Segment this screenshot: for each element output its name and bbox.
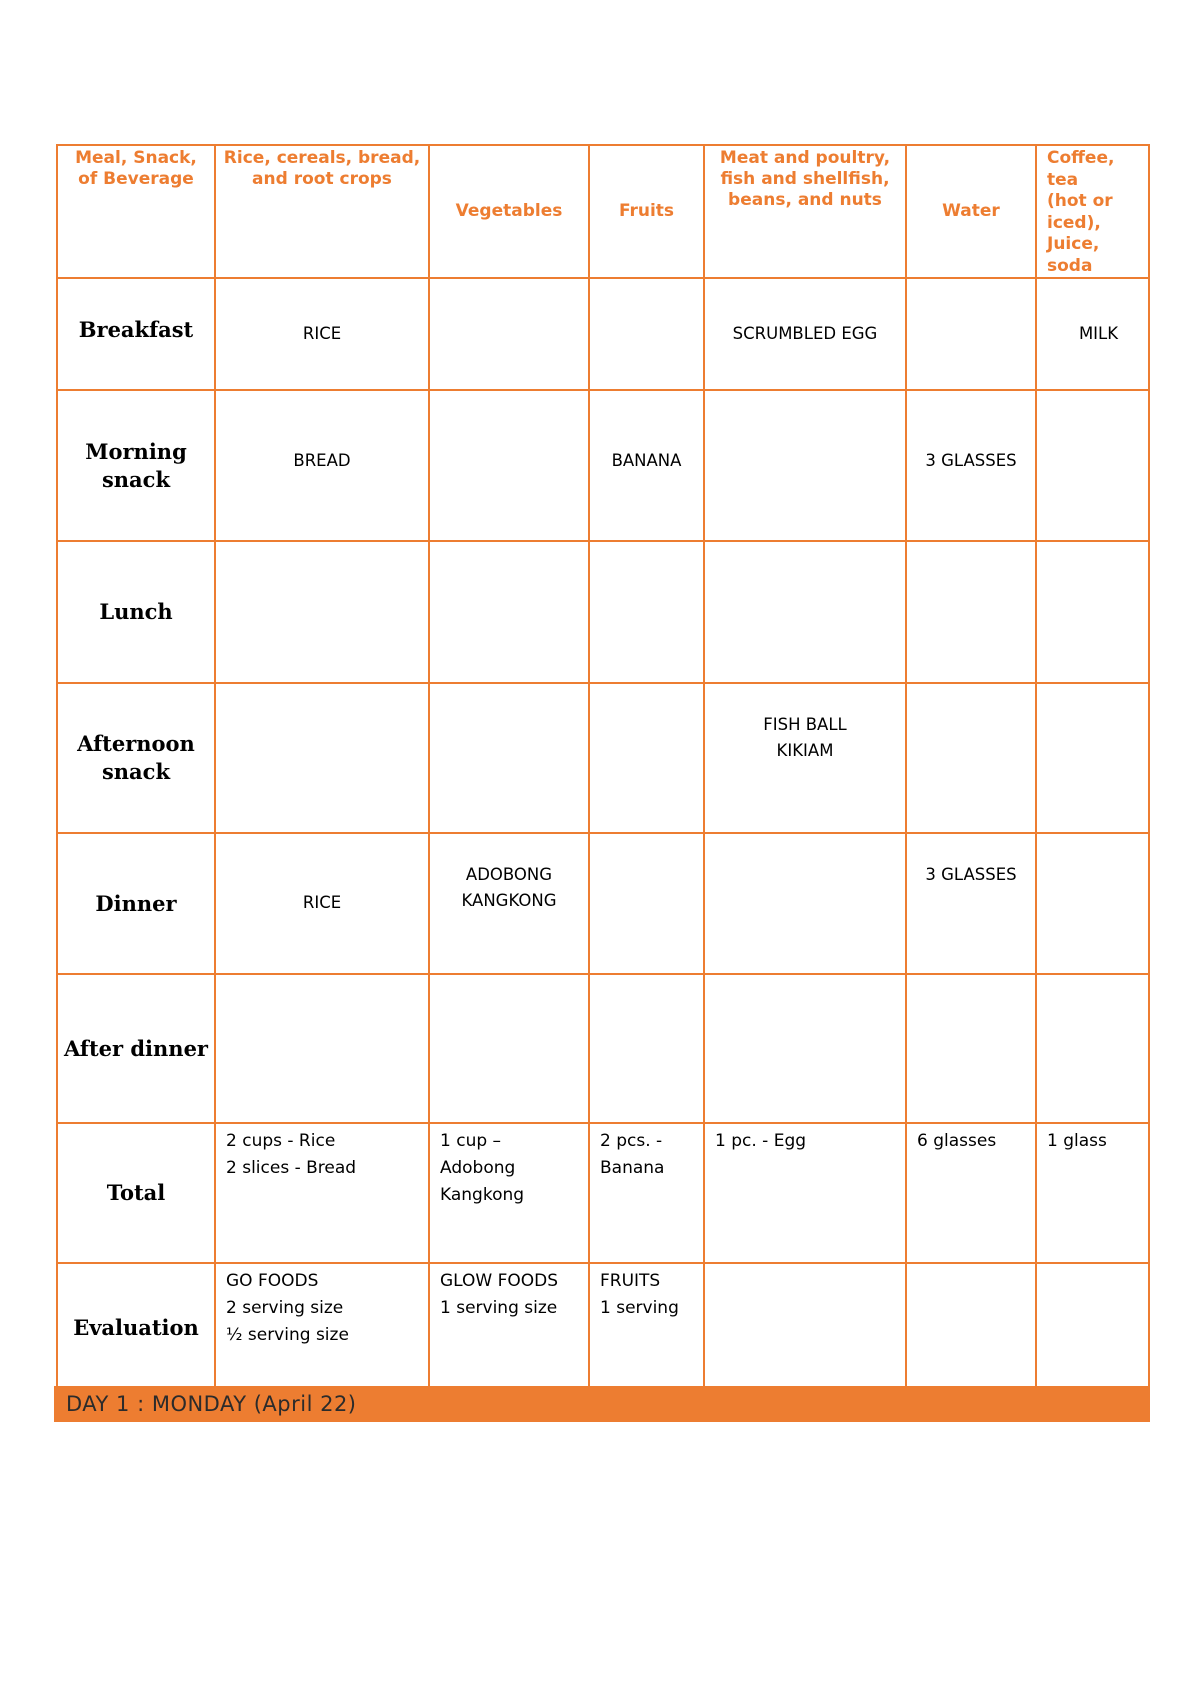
after-dinner-water-cell [906,974,1036,1123]
header-coffee [1036,145,1149,278]
afternoon-snack-fruits-cell [589,683,704,833]
row-lunch [57,541,1149,683]
cell-line: KIKIAM [776,741,834,760]
row-label-total: Total [57,1123,215,1263]
cell-line: 1 serving [600,1298,679,1318]
row-label-line: Morning [85,438,187,464]
cell-line: KANGKONG [461,891,557,910]
afternoon-snack-vegetables-cell [429,683,589,833]
header-rice [215,145,429,278]
after-dinner-coffee-cell [1036,974,1149,1123]
cell-line: 1 serving size [440,1298,558,1318]
afternoon-snack-coffee-cell [1036,683,1149,833]
dinner-water-cell: 3 GLASSES [906,833,1036,974]
header-fruits [589,145,704,278]
row-morning-snack [57,390,1149,541]
evaluation-vegetables-cell [429,1263,589,1393]
afternoon-snack-water-cell [906,683,1036,833]
dinner-fruits-cell [589,833,704,974]
header-meat-text: Meat and poultry, fish and shellfish, beans, and nuts [719,148,891,210]
header-vegetables [429,145,589,278]
morning-snack-meat-cell [704,390,906,541]
lunch-water-cell [906,541,1036,683]
after-dinner-rice-cell [215,974,429,1123]
row-label-afternoon-snack [57,683,215,833]
header-coffee-line: Coffee, [1047,148,1115,168]
cell-line: 1 glass [1047,1131,1107,1151]
breakfast-coffee-cell: MILK [1036,278,1149,390]
total-rice-cell [215,1123,429,1263]
total-meat-cell [704,1123,906,1263]
header-row [57,145,1149,278]
header-meal-text: Meal, Snack, of Beverage [75,148,197,189]
row-dinner [57,833,1149,974]
row-label-morning-snack [57,390,215,541]
dinner-coffee-cell [1036,833,1149,974]
header-coffee-line: tea [1047,169,1079,190]
row-breakfast [57,278,1149,390]
row-evaluation [57,1263,1149,1393]
cell-line: FRUITS [600,1271,661,1291]
day-banner-text: DAY 1 : MONDAY (April 22) [66,1392,357,1416]
header-coffee-line: Juice, [1047,234,1100,254]
after-dinner-fruits-cell [589,974,704,1123]
after-dinner-meat-cell [704,974,906,1123]
lunch-vegetables-cell [429,541,589,683]
afternoon-snack-meat-cell [704,683,906,833]
total-water-cell [906,1123,1036,1263]
row-label-lunch: Lunch [57,541,215,683]
cell-line: 1 pc. - Egg [715,1131,807,1151]
cell-line: 2 cups - Rice [226,1131,336,1151]
lunch-coffee-cell [1036,541,1149,683]
evaluation-meat-cell [704,1263,906,1393]
header-coffee-line: soda [1047,255,1093,276]
header-rice-text: Rice, cereals, bread, and root crops [223,148,421,189]
evaluation-fruits-cell [589,1263,704,1393]
morning-snack-rice-cell: BREAD [215,390,429,541]
header-water [906,145,1036,278]
breakfast-rice-cell: RICE [215,278,429,390]
row-label-line: snack [101,759,171,784]
row-total [57,1123,1149,1263]
row-label-line: snack [101,466,171,492]
cell-line: ½ serving size [226,1325,349,1345]
cell-line: 6 glasses [917,1131,997,1151]
header-fruits-text: Fruits [618,201,675,221]
evaluation-water-cell [906,1263,1036,1393]
food-log-table [56,144,1150,1394]
row-label-dinner: Dinner [57,833,215,974]
afternoon-snack-rice-cell [215,683,429,833]
dinner-rice-cell: RICE [215,833,429,974]
cell-line: GLOW FOODS [440,1271,559,1291]
lunch-rice-cell [215,541,429,683]
morning-snack-vegetables-cell [429,390,589,541]
row-label-line: Afternoon [77,731,195,756]
after-dinner-vegetables-cell [429,974,589,1123]
cell-line: GO FOODS [226,1271,319,1291]
breakfast-fruits-cell [589,278,704,390]
header-vegetables-text: Vegetables [455,201,563,221]
evaluation-rice-cell [215,1263,429,1393]
row-label-evaluation: Evaluation [57,1263,215,1393]
cell-line: ADOBONG [465,865,553,884]
day-banner [54,1386,1150,1422]
lunch-meat-cell [704,541,906,683]
cell-line: 2 slices - Bread [226,1158,357,1178]
total-fruits-cell [589,1123,704,1263]
evaluation-coffee-cell [1036,1263,1149,1393]
cell-line: Kangkong [440,1185,525,1205]
dinner-vegetables-cell [429,833,589,974]
cell-line: 2 serving size [226,1298,344,1318]
row-afternoon-snack [57,683,1149,833]
header-water-text: Water [942,201,1000,221]
row-label-breakfast: Breakfast [57,278,215,390]
breakfast-water-cell [906,278,1036,390]
header-meat [704,145,906,278]
cell-line: Banana [600,1158,665,1178]
morning-snack-fruits-cell: BANANA [589,390,704,541]
cell-line: Adobong [440,1158,516,1178]
row-after-dinner [57,974,1149,1123]
header-coffee-line: iced), [1047,212,1101,233]
cell-line: 1 cup – [440,1131,502,1151]
morning-snack-water-cell: 3 GLASSES [906,390,1036,541]
morning-snack-coffee-cell [1036,390,1149,541]
lunch-fruits-cell [589,541,704,683]
breakfast-vegetables-cell [429,278,589,390]
total-vegetables-cell [429,1123,589,1263]
header-meal [57,145,215,278]
dinner-meat-cell [704,833,906,974]
row-label-after-dinner: After dinner [57,974,215,1123]
breakfast-meat-cell: SCRUMBLED EGG [704,278,906,390]
total-coffee-cell [1036,1123,1149,1263]
header-coffee-line: (hot or [1047,191,1113,211]
cell-line: 2 pcs. - [600,1131,663,1151]
cell-line: FISH BALL [763,715,847,734]
